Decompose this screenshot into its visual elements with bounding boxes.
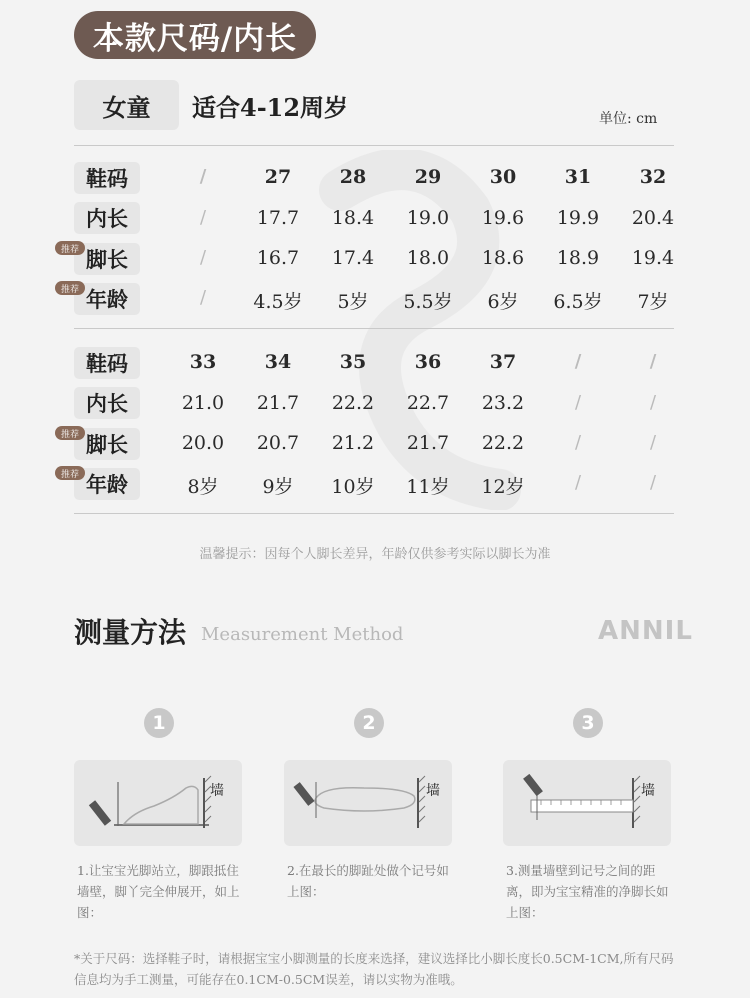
table-cell-foot: 20.0 bbox=[181, 432, 225, 454]
table-cell-size: 30 bbox=[489, 166, 517, 188]
step-2-number: 2 bbox=[354, 708, 384, 738]
table-cell-foot: / bbox=[649, 432, 657, 453]
table-cell-inner: 22.7 bbox=[406, 392, 450, 414]
wall-label: 墙 bbox=[426, 783, 440, 799]
table-cell-age: 6.5岁 bbox=[553, 291, 603, 313]
table-cell-foot: 17.4 bbox=[331, 247, 375, 269]
table-cell-inner: 17.7 bbox=[256, 207, 300, 229]
table-cell-foot: 16.7 bbox=[256, 247, 300, 269]
table-cell-inner: 22.2 bbox=[331, 392, 375, 414]
recommend-badge: 推荐 bbox=[55, 241, 85, 255]
table-cell-inner: / bbox=[649, 392, 657, 413]
table-cell-age: 5.5岁 bbox=[403, 291, 453, 313]
table-cell-size: 31 bbox=[564, 166, 592, 188]
table-cell-foot: 18.9 bbox=[556, 247, 600, 269]
table-cell-age: / bbox=[574, 472, 582, 493]
table-cell-size: 34 bbox=[264, 351, 292, 373]
divider bbox=[74, 328, 674, 329]
row-label-inner: 内长 bbox=[74, 387, 140, 419]
table-cell-size: 32 bbox=[639, 166, 667, 188]
recommend-badge: 推荐 bbox=[55, 426, 85, 440]
table-cell-age: 6岁 bbox=[487, 291, 519, 313]
table-cell-foot: 18.6 bbox=[481, 247, 525, 269]
table-cell-foot: / bbox=[574, 432, 582, 453]
table-cell-size: 35 bbox=[339, 351, 367, 373]
divider bbox=[74, 513, 674, 514]
table-cell-age: 4.5岁 bbox=[253, 291, 303, 313]
recommend-badge: 推荐 bbox=[55, 466, 85, 480]
step-2-text: 2.在最长的脚趾处做个记号如上图： bbox=[287, 863, 449, 899]
method-title: 测量方法 bbox=[74, 616, 187, 649]
foot-marking-icon bbox=[284, 760, 452, 846]
table-cell-foot: 19.4 bbox=[631, 247, 675, 269]
table-cell-age: 5岁 bbox=[337, 291, 369, 313]
foot-standing-icon bbox=[74, 760, 242, 846]
table-cell-size: / bbox=[199, 166, 207, 187]
wall-label: 墙 bbox=[210, 783, 224, 799]
table-cell-age: 9岁 bbox=[262, 476, 294, 498]
table-cell-size: 27 bbox=[264, 166, 292, 188]
age-range: 适合4-12周岁 bbox=[192, 93, 349, 122]
table-cell-inner: / bbox=[574, 392, 582, 413]
step-3-number: 3 bbox=[573, 708, 603, 738]
row-label-size: 鞋码 bbox=[74, 347, 140, 379]
table-cell-inner: 20.4 bbox=[631, 207, 675, 229]
table-cell-size: 37 bbox=[489, 351, 517, 373]
step-1-text: 1.让宝宝光脚站立，脚跟抵住墙壁，脚丫完全伸展开，如上图： bbox=[77, 863, 240, 920]
size-footnote: *关于尺码：选择鞋子时，请根据宝宝小脚测量的长度来选择，建议选择比小脚长度长0.5CM-1CM,所有尺码信息均为手工测量，可能存在0.1CM-0.5CM误差，请以实物为准哦。 bbox=[74, 951, 674, 987]
table-cell-foot: 22.2 bbox=[481, 432, 525, 454]
step-2-illustration bbox=[284, 760, 452, 846]
table-cell-size: 28 bbox=[339, 166, 367, 188]
table-cell-age: / bbox=[649, 472, 657, 493]
ruler-measure-icon bbox=[503, 760, 671, 846]
row-label-size: 鞋码 bbox=[74, 162, 140, 194]
table-cell-size: 29 bbox=[414, 166, 442, 188]
row-label-age: 年龄 bbox=[74, 468, 140, 500]
table-cell-size: 33 bbox=[189, 351, 217, 373]
wall-label: 墙 bbox=[641, 783, 655, 799]
table-cell-foot: 18.0 bbox=[406, 247, 450, 269]
step-3-text: 3.测量墙壁到记号之间的距离，即为宝宝精准的净脚长如上图： bbox=[506, 863, 669, 920]
table-cell-age: 8岁 bbox=[187, 476, 219, 498]
row-label-foot: 脚长 bbox=[74, 428, 140, 460]
table-cell-age: 12岁 bbox=[481, 476, 525, 498]
row-label-inner: 内长 bbox=[74, 202, 140, 234]
table-cell-foot: 21.2 bbox=[331, 432, 375, 454]
table-cell-inner: 21.0 bbox=[181, 392, 225, 414]
table-cell-age: 10岁 bbox=[331, 476, 375, 498]
divider bbox=[74, 145, 674, 146]
table-cell-size: / bbox=[574, 351, 582, 372]
table-cell-inner: / bbox=[199, 207, 207, 228]
table-cell-inner: 19.0 bbox=[406, 207, 450, 229]
table-cell-inner: 21.7 bbox=[256, 392, 300, 414]
table-cell-inner: 18.4 bbox=[331, 207, 375, 229]
table-cell-foot: / bbox=[199, 247, 207, 268]
table-cell-size: / bbox=[649, 351, 657, 372]
table-cell-size: 36 bbox=[414, 351, 442, 373]
gender-label: 女童 bbox=[74, 80, 179, 130]
method-subtitle: Measurement Method bbox=[201, 624, 404, 645]
watermark-logo bbox=[300, 150, 540, 510]
row-label-foot: 脚长 bbox=[74, 243, 140, 275]
step-1-number: 1 bbox=[144, 708, 174, 738]
step-1-illustration bbox=[74, 760, 242, 846]
table-cell-foot: 20.7 bbox=[256, 432, 300, 454]
table-cell-age: 11岁 bbox=[406, 476, 450, 498]
table-cell-age: / bbox=[199, 287, 207, 308]
table-cell-inner: 23.2 bbox=[481, 392, 525, 414]
tip-note: 温馨提示：因每个人脚长差异，年龄仅供参考实际以脚长为准 bbox=[199, 547, 551, 562]
step-3-illustration bbox=[503, 760, 671, 846]
page-title: 本款尺码/内长 bbox=[74, 11, 316, 59]
table-cell-inner: 19.9 bbox=[556, 207, 600, 229]
recommend-badge: 推荐 bbox=[55, 281, 85, 295]
table-cell-inner: 19.6 bbox=[481, 207, 525, 229]
brand-logo: ANNIL bbox=[598, 616, 693, 646]
table-cell-age: 7岁 bbox=[637, 291, 669, 313]
unit-label: 单位: cm bbox=[599, 111, 658, 127]
table-cell-foot: 21.7 bbox=[406, 432, 450, 454]
row-label-age: 年龄 bbox=[74, 283, 140, 315]
